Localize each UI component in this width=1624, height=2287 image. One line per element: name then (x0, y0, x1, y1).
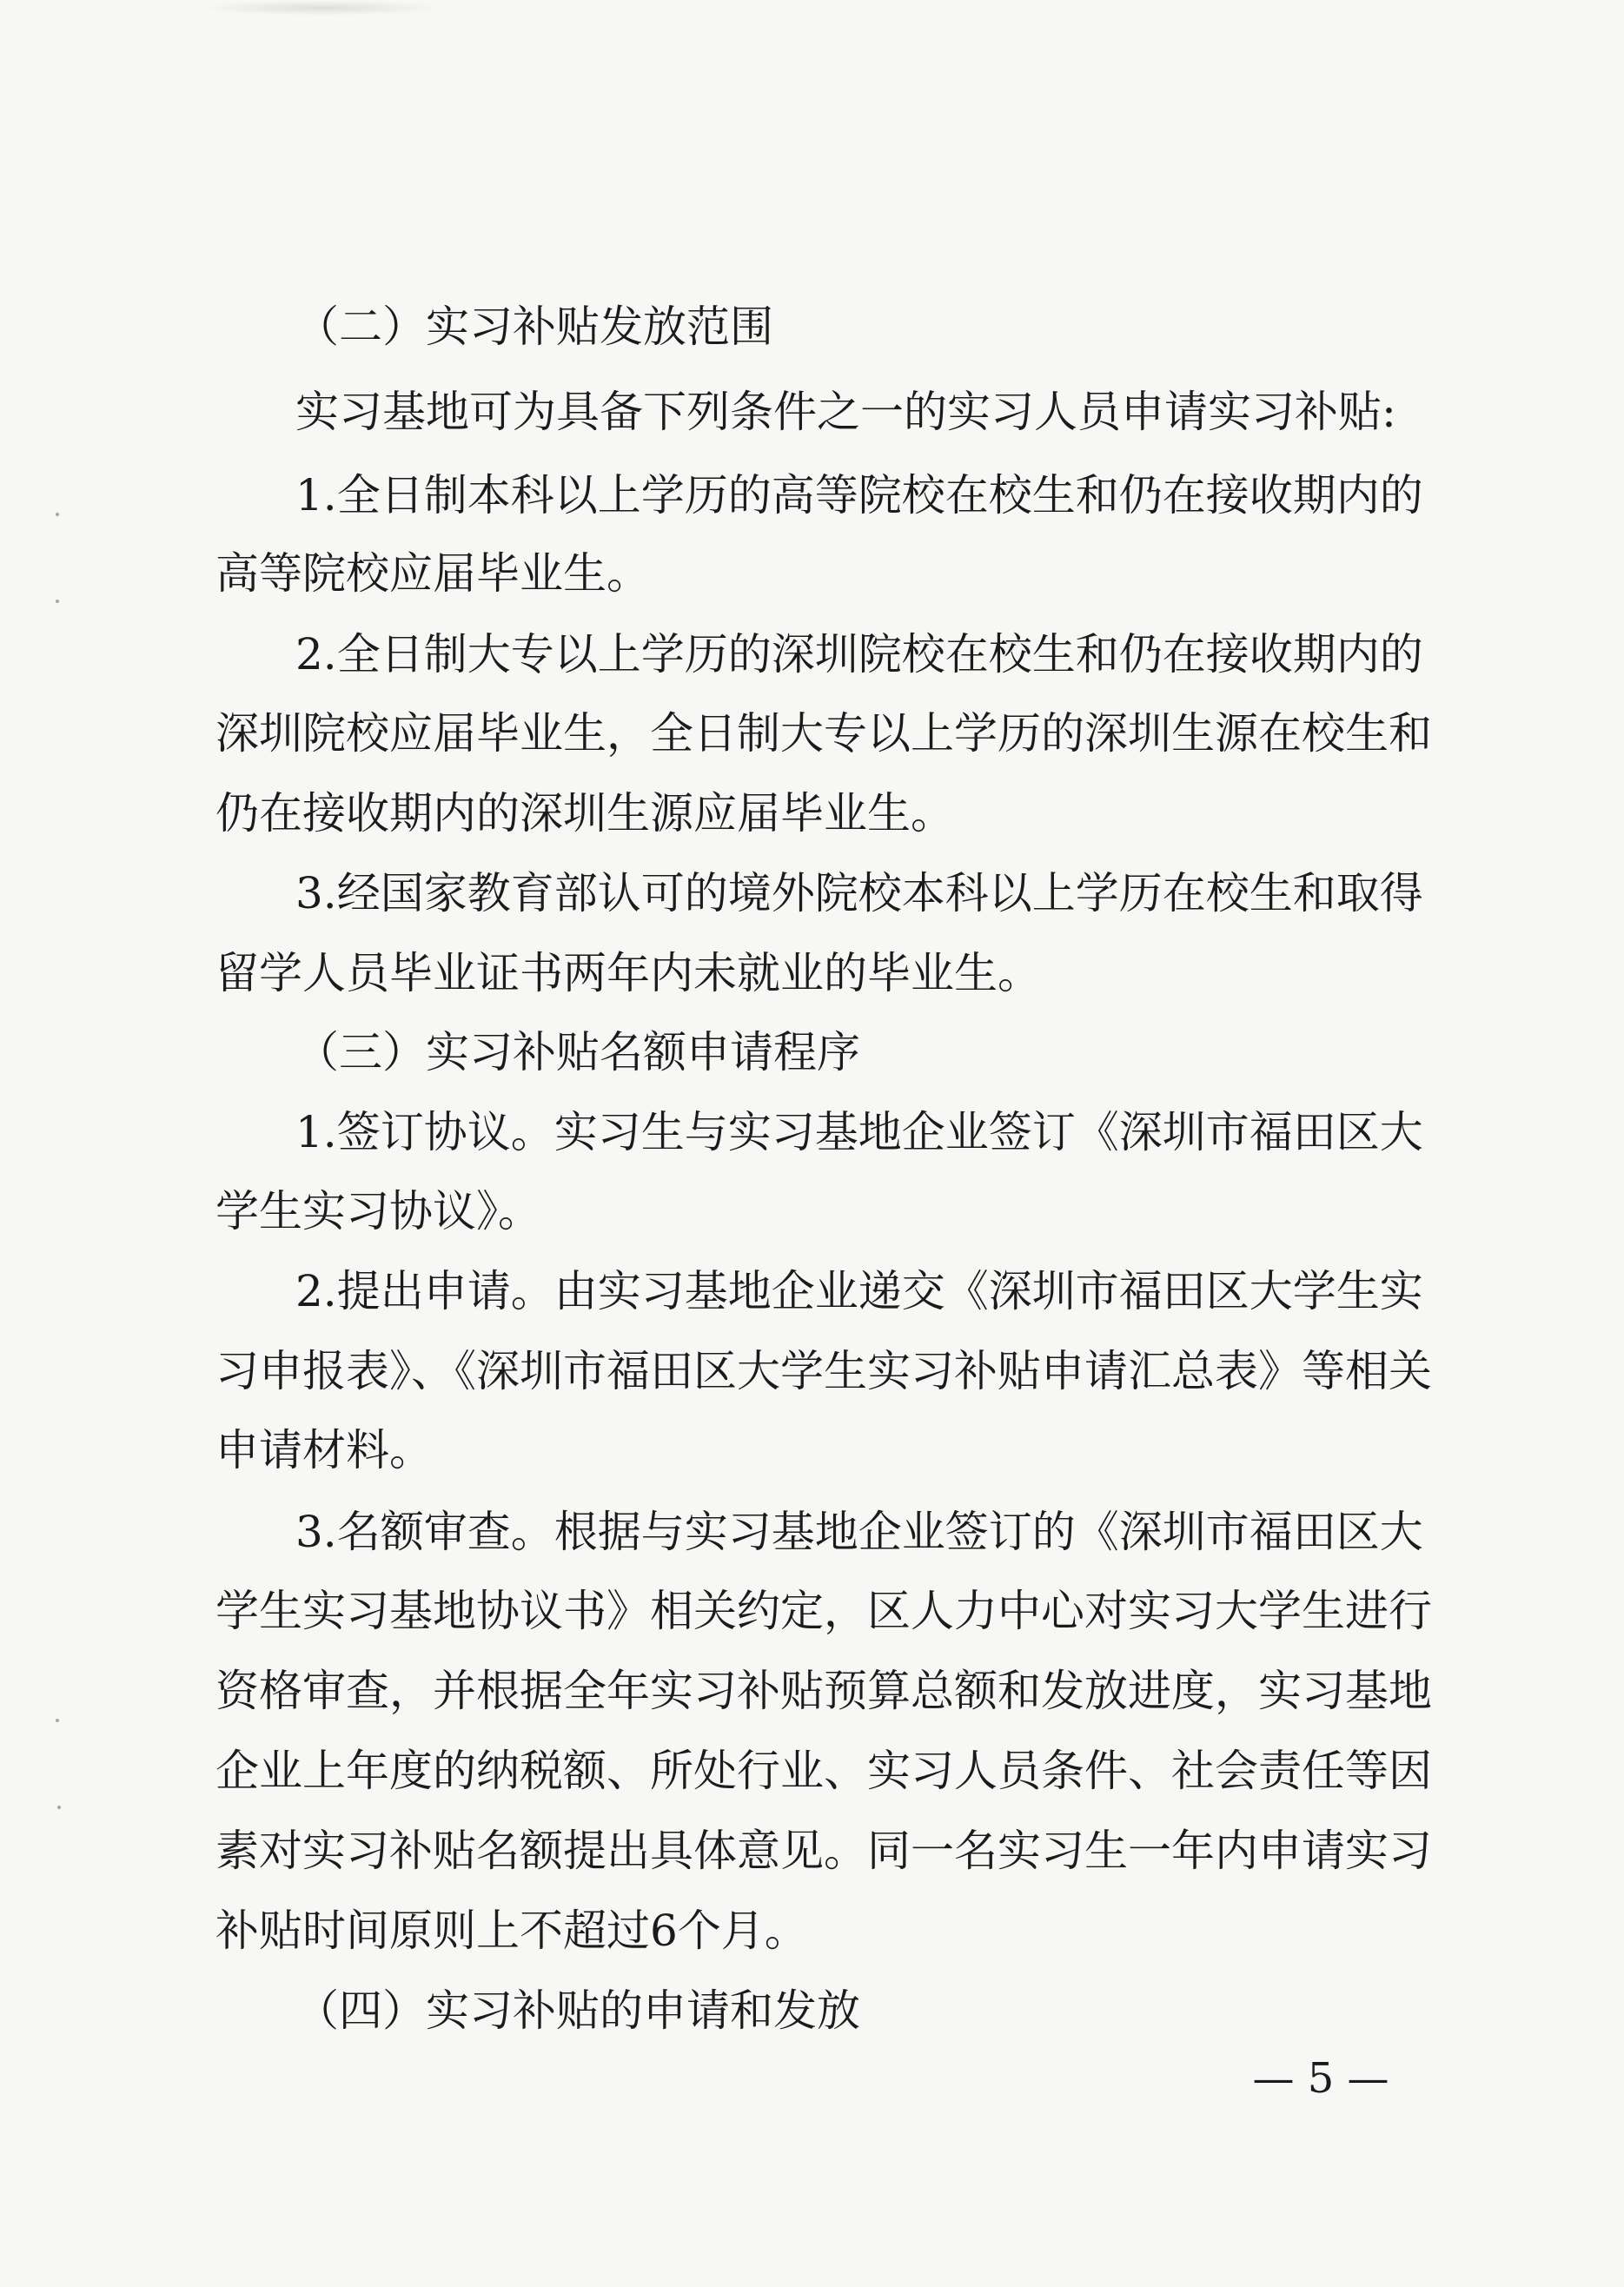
paragraph-line: 申请材料。 (215, 1425, 433, 1475)
section-heading-2: （二）实习补贴发放范围 (295, 302, 773, 352)
paragraph-line: 资格审查，并根据全年实习补贴预算总额和发放进度，实习基地 (215, 1666, 1432, 1716)
scan-shadow (200, 0, 443, 16)
paragraph-line: 学生实习协议》。 (215, 1186, 541, 1236)
paragraph-line: 学生实习基地协议书》相关约定，区人力中心对实习大学生进行 (215, 1586, 1432, 1636)
paragraph-line: 1.签订协议。实习生与实习基地企业签订《深圳市福田区大 (295, 1107, 1423, 1157)
paragraph-line: 3.名额审查。根据与实习基地企业签订的《深圳市福田区大 (295, 1507, 1423, 1557)
paragraph-line: 1.全日制本科以上学历的高等院校在校生和仍在接收期内的 (295, 470, 1423, 520)
paragraph-line: 习申报表》、《深圳市福田区大学生实习补贴申请汇总表》等相关 (215, 1346, 1432, 1396)
paragraph-line: 补贴时间原则上不超过6个月。 (215, 1906, 808, 1956)
paragraph-line: 实习基地可为具备下列条件之一的实习人员申请实习补贴: (295, 387, 1396, 437)
paragraph-line: 2.提出申请。由实习基地企业递交《深圳市福田区大学生实 (295, 1266, 1423, 1316)
paragraph-line: 深圳院校应届毕业生，全日制大专以上学历的深圳生源在校生和 (215, 708, 1432, 759)
paragraph-line: 3.经国家教育部认可的境外院校本科以上学历在校生和取得 (295, 868, 1423, 918)
paragraph-line: 素对实习补贴名额提出具体意见。同一名实习生一年内申请实习 (215, 1826, 1432, 1876)
page-number: — 5 — (1252, 2054, 1389, 2103)
paragraph-line: 企业上年度的纳税额、所处行业、实习人员条件、社会责任等因 (215, 1746, 1432, 1796)
section-heading-4: （四）实习补贴的申请和发放 (295, 1985, 860, 2036)
paragraph-line: 仍在接收期内的深圳生源应届毕业生。 (215, 788, 954, 839)
paragraph-line: 留学人员毕业证书两年内未就业的毕业生。 (215, 948, 1041, 998)
section-heading-3: （三）实习补贴名额申请程序 (295, 1027, 860, 1077)
paragraph-line: 高等院校应届毕业生。 (215, 548, 650, 599)
paragraph-line: 2.全日制大专以上学历的深圳院校在校生和仍在接收期内的 (295, 629, 1423, 679)
